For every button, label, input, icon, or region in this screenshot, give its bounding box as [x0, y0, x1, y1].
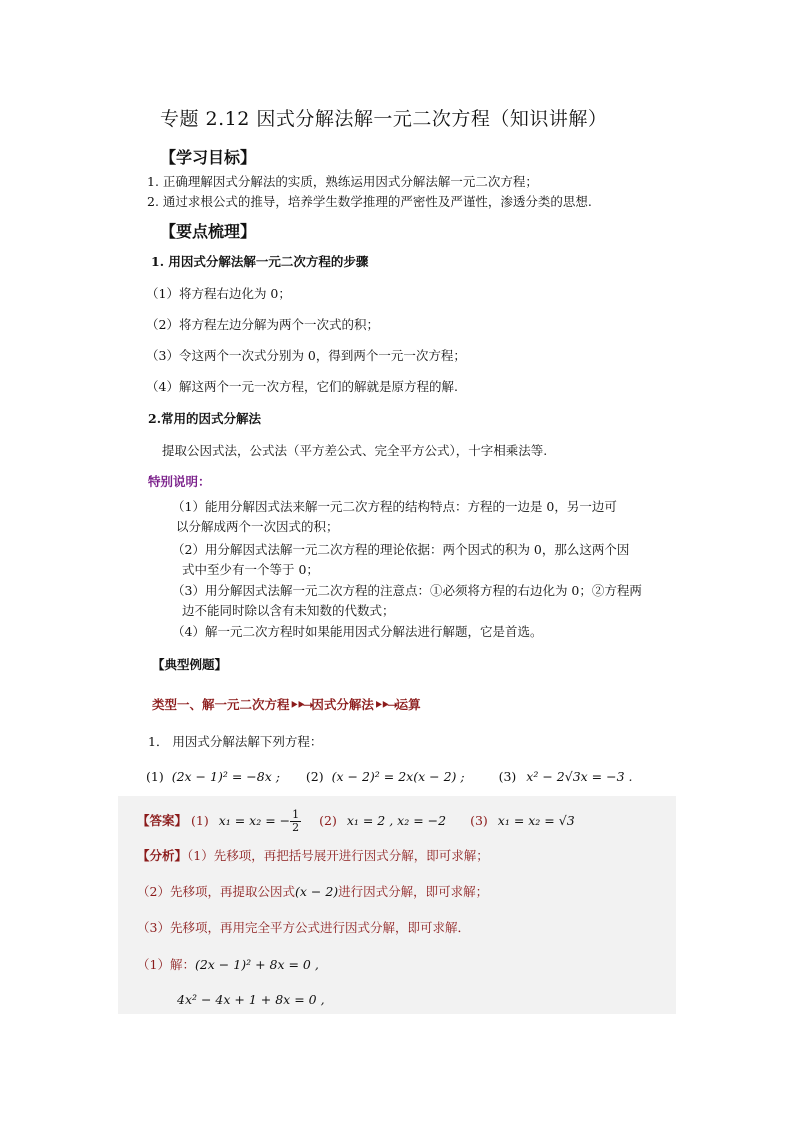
- equations-row: [146, 768, 633, 786]
- step-2: （2）将方程左边分解为两个一次式的积；: [146, 317, 379, 332]
- eq3-label: (3): [498, 769, 517, 784]
- analysis-1: （1）先移项，再把括号展开进行因式分解，即可求解；: [187, 848, 489, 863]
- note-line-2: 以分解成两个一次因式的积；: [176, 519, 339, 534]
- analysis-2b: 进行因式分解，即可求解；: [338, 884, 489, 899]
- analysis-line-1: [137, 847, 489, 865]
- a3-label: (3): [470, 813, 488, 828]
- step-1: （1）将方程右边化为 0；: [146, 286, 291, 301]
- solution-eq-2: 4x² − 4x + 1 + 8x = 0 ,: [177, 992, 325, 1007]
- type-title-a: 类型一、解一元二次方程: [152, 697, 290, 712]
- analysis-2a: （2）先移项，再提取公因式: [137, 884, 295, 899]
- examples-heading: 【典型例题】: [152, 657, 228, 672]
- eq1: (2x − 1)² = −8x ;: [171, 769, 280, 784]
- analysis-2-math: (x − 2): [294, 884, 339, 899]
- note-line-7: （4）解一元二次方程时如果能用因式分解法进行解题，它是首选。: [172, 624, 543, 639]
- note-line-3: （2）用分解因式法解一元二次方程的理论依据：两个因式的积为 0，那么这两个因: [172, 542, 630, 557]
- note-line-1: （1）能用分解因式法来解一元二次方程的结构特点：方程的一边是 0，另一边可: [172, 499, 617, 514]
- step-4: （4）解这两个一元一次方程，它们的解就是原方程的解.: [146, 379, 458, 394]
- question-1: 1． 用因式分解法解下列方程：: [148, 734, 323, 749]
- a2-label: (2): [319, 813, 337, 828]
- section1-title: 1. 用因式分解法解一元二次方程的步骤: [151, 254, 369, 269]
- type-title-c: 运算: [395, 697, 421, 712]
- analysis-line-2: [137, 883, 488, 901]
- section2-text: 提取公因式法，公式法（平方差公式、完全平方公式），十字相乘法等.: [162, 443, 548, 458]
- a1-denominator: 2: [292, 821, 300, 834]
- section2-title: 2.常用的因式分解法: [148, 411, 262, 426]
- note-line-6: 边不能同时除以含有未知数的代数式；: [182, 603, 395, 618]
- a1-label: (1): [191, 813, 209, 828]
- solution-line-1: [137, 956, 319, 974]
- eq2: (x − 2)² = 2x(x − 2) ;: [331, 769, 465, 784]
- special-note-label: 特别说明：: [148, 474, 211, 489]
- solution-label: （1）解：: [137, 957, 195, 972]
- step-3: （3）令这两个一次式分别为 0，得到两个一元一次方程；: [146, 348, 466, 363]
- eq2-label: (2): [305, 769, 324, 784]
- double-arrow-icon-2: ⯈⯈➝: [373, 699, 396, 712]
- solution-eq-1: (2x − 1)² + 8x = 0 ,: [194, 957, 319, 972]
- a1-lhs: x₁ = x₂ = −: [218, 813, 291, 828]
- answer-line: [137, 809, 575, 834]
- type-title-b: 因式分解法: [311, 697, 374, 712]
- a2: x₁ = 2 , x₂ = −2: [346, 813, 447, 828]
- answer-label: 【答案】: [137, 813, 188, 828]
- eq1-label: (1): [146, 769, 164, 784]
- a1-numerator: 1: [292, 808, 300, 821]
- a3: x₁ = x₂ = √3: [497, 813, 575, 828]
- goal-item-2: 2. 通过求根公式的推导，培养学生数学推理的严密性及严谨性，渗透分类的思想.: [147, 194, 592, 209]
- double-arrow-icon: ⯈⯈➝: [289, 699, 312, 712]
- type-title: [152, 696, 421, 715]
- page-title: 专题 2.12 因式分解法解一元二次方程（知识讲解）: [160, 108, 608, 130]
- analysis-line-3: （3）先移项，再用完全平方公式进行因式分解，即可求解．: [137, 920, 470, 935]
- goal-item-1: 1. 正确理解因式分解法的实质，熟练运用因式分解法解一元二次方程；: [147, 174, 538, 189]
- points-heading: 【要点梳理】: [160, 222, 257, 241]
- note-line-4: 式中至少有一个等于 0；: [182, 562, 319, 577]
- note-line-5: （3）用分解因式法解一元二次方程的注意点：①必须将方程的右边化为 0；②方程两: [172, 583, 642, 598]
- a1-fraction: [290, 809, 301, 834]
- goals-heading: 【学习目标】: [160, 148, 257, 167]
- eq3: x² − 2√3x = −3 .: [526, 769, 633, 784]
- analysis-label: 【分析】: [137, 848, 188, 863]
- solution-line-2: [177, 991, 325, 1009]
